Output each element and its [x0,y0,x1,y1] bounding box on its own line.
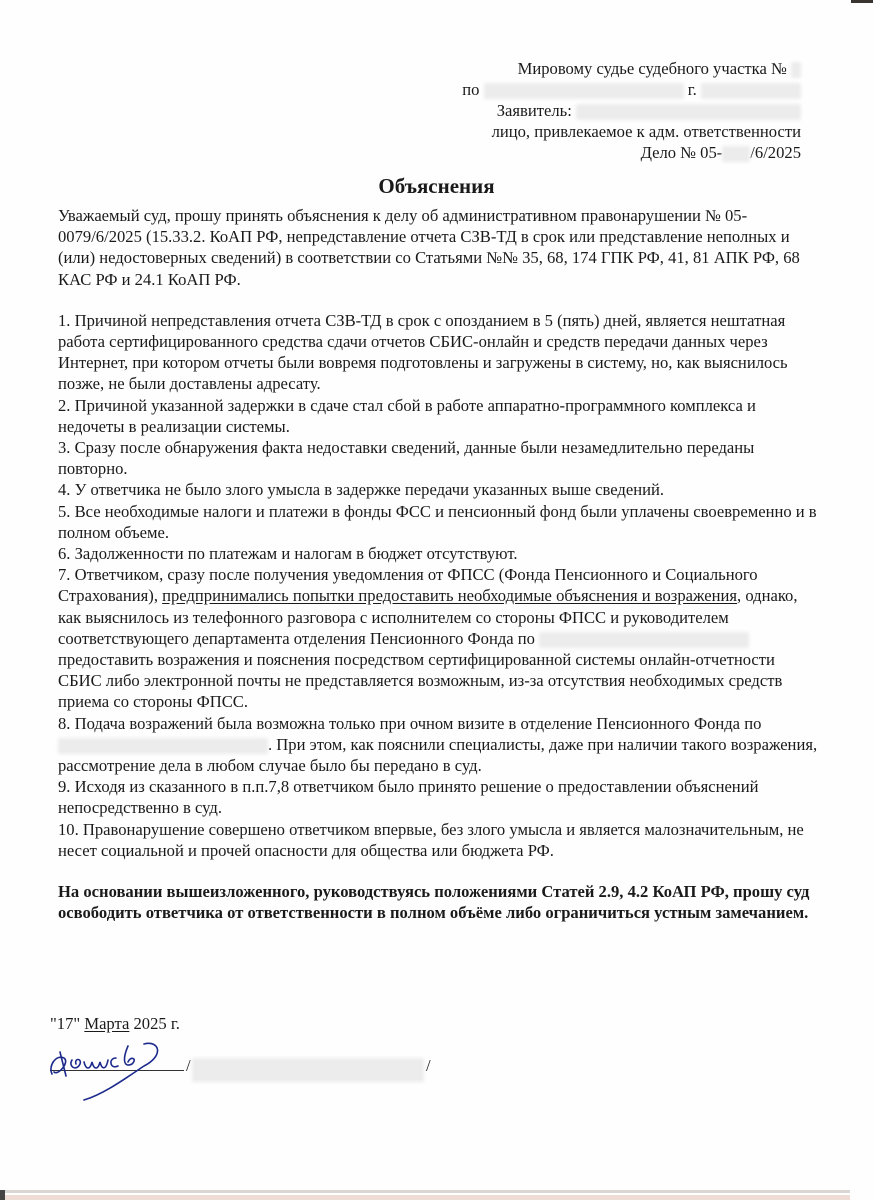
redacted-applicant-name [576,104,801,120]
court-line: Мировому судье судебного участка № [517,59,787,78]
redacted-region [539,632,749,648]
intro-paragraph: Уважаемый суд, прошу принять объяснения к делу об административном правонарушении № 05-0079/6/2025 (15.33.2. КоАП РФ, непредставление отчета СЗВ-ТД в срок или представление неполных и (или) недостоверных сведений) в соответствии со Статьями №№ 35, 68, 174 ГПК РФ, 41, 81 АПК РФ, 68 КАС РФ и 24.1 КоАП РФ. [58,206,800,289]
date-day: "17" [50,1014,81,1033]
item-7-start: 7. Ответчиком, сразу после получения уведомления от ФПСС (Фонда Пенсионного и Социального Страхования), [58,565,758,606]
signature-slash-left: / [186,1056,191,1075]
date-month: Марта [84,1014,130,1033]
item-8-end: . При этом, как пояснили специалисты, даже при наличии такого возражения, рассмотрение дела в любом случае было бы передано в суд. [58,734,818,776]
date-year: 2025 г. [133,1014,180,1033]
applicant-label: Заявитель: [496,101,572,120]
item-7-underlined: предпринимались попытки предоставить необходимые объяснения и возражения [162,586,738,606]
scan-edge-bottom [0,1190,850,1200]
addressee-block [381,58,801,163]
item-6: 6. Задолженности по платежам и налогам в бюджет отсутствуют. [58,544,518,564]
item-5: 5. Все необходимые налоги и платежи в фонды ФСС и пенсионный фонд были уплачены своевременно и в полном объеме. [58,501,817,542]
redacted-region [58,738,268,754]
item-7 [58,564,818,712]
item-10: 10. Правонарушение совершено ответчиком впервые, без злого умысла и является малозначительным, не несет социальной и прочей опасности для общества или бюджета РФ. [58,819,804,860]
case-number-suffix: /6/2025 [750,143,801,162]
item-2: 2. Причиной указанной задержки в сдаче стал сбой в работе аппаратно-программного комплекса и недочеты в реализации системы. [58,395,756,436]
item-8 [58,713,818,777]
district-prefix: по [462,80,480,99]
item-9: 9. Исходя из сказанного в п.п.7,8 ответчиком было принято решение о предоставлении объяснений непосредственно в суд. [58,777,759,818]
document-body [58,205,818,924]
document-date [50,1014,180,1034]
item-7-end: предоставить возражения и пояснения посредством сертифицированной системы онлайн-отчетности СБИС либо электронной почты не представляется возможным, из-за отсутствия необходимых средств приема со стороны ФПСС. [58,650,783,712]
scan-edge-right [851,0,873,3]
city-prefix: г. [687,80,697,99]
case-number-prefix: Дело № 05- [640,143,723,162]
item-4: 4. У ответчика не было злого умысла в задержке передачи указанных выше сведений. [58,480,665,500]
item-8-start: 8. Подача возражений была возможна только при очном визите в отделение Пенсионного Фонда по [58,713,762,733]
scan-edge-corner [0,1190,5,1200]
conclusion-paragraph: На основании вышеизложенного, руководствуясь положениями Статей 2.9, 4.2 КоАП РФ, прошу суд освободить ответчика от ответственности в полном объёме либо ограничиться устным замечанием. [58,882,810,923]
redacted-case-number [722,146,750,162]
redacted-court-number [791,62,801,78]
redacted-signer-name [192,1058,424,1082]
item-3: 3. Сразу после обнаружения факта недоставки сведений, данные были незамедлительно переданы повторно. [58,438,755,479]
redacted-city [701,83,801,99]
redacted-district [484,83,684,99]
handwritten-signature-icon [44,1036,194,1101]
item-7-middle: , однако, как выяснилось из телефонного разговора с исполнителем со стороны ФПСС и руководителем соответствующего департамента отделения Пенсионного Фонда по [58,586,798,648]
signature-slash-right: / [426,1056,431,1075]
party-role: лицо, привлекаемое к адм. ответственности [491,122,801,141]
document-title: Объяснения [378,174,495,198]
item-1: 1. Причиной непредставления отчета СЗВ-ТД в срок с опозданием в 5 (пять) дней, является нештатная работа сертифицированного средства сдачи отчетов СБИС-онлайн и средств передачи данных через Интернет, при котором отчеты были вовремя подготовлены и загружены в систему, но, как выяснилось позже, не были доставлены адресату. [58,310,788,394]
